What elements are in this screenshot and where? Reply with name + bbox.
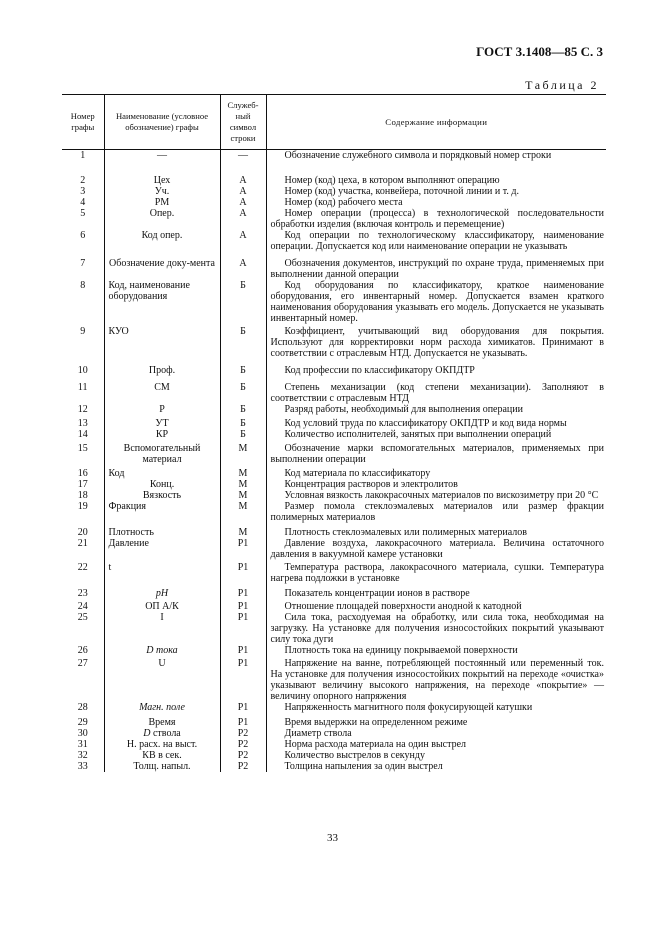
- row-number: 33: [77, 761, 88, 772]
- row-symbol: М: [220, 465, 266, 479]
- row-number: 31: [77, 739, 88, 750]
- row-content: Количество исполнителей, занятых при выполнении операций: [266, 429, 606, 440]
- row-symbol: М: [220, 501, 266, 523]
- row-name: t: [104, 560, 220, 584]
- row-name: РМ: [104, 197, 220, 208]
- row-number: 21: [77, 538, 88, 549]
- row-content: Код профессии по классификатору ОКПДТР: [266, 359, 606, 376]
- row-name: Код, наименование оборудования: [104, 280, 220, 324]
- table-row: [62, 150, 606, 162]
- row-content: Показатель концентрации ионов в растворе: [266, 584, 606, 599]
- table-row: [62, 404, 606, 415]
- row-name: КВ в сек.: [104, 750, 220, 761]
- row-content: Давление воздуха, лакокрасочного материала. Величина остаточного давления в вакуумной камере установки: [266, 538, 606, 560]
- row-name: КР: [104, 429, 220, 440]
- row-content: Количество выстрелов в секунду: [266, 750, 606, 761]
- row-number: 22: [77, 562, 88, 573]
- row-name: Цех: [104, 161, 220, 186]
- row-number: 10: [77, 365, 88, 376]
- row-number: 27: [77, 658, 88, 669]
- row-number: 17: [77, 479, 88, 490]
- row-number: 6: [80, 230, 86, 241]
- row-content: Номер (код) рабочего места: [266, 197, 606, 208]
- table-row: [62, 208, 606, 230]
- row-name: D тока: [104, 645, 220, 656]
- table-row: [62, 501, 606, 523]
- row-content: Плотность тока на единицу покрываемой поверхности: [266, 645, 606, 656]
- row-symbol: Р1: [220, 702, 266, 713]
- row-content: Код материала по классификатору: [266, 465, 606, 479]
- table-row: [62, 728, 606, 739]
- table-row: [62, 739, 606, 750]
- row-number: 26: [77, 645, 88, 656]
- row-name: Обозначение доку-мента: [104, 252, 220, 280]
- table-row: [62, 465, 606, 479]
- row-number: 28: [77, 702, 88, 713]
- row-content: Норма расхода материала на один выстрел: [266, 739, 606, 750]
- row-symbol: Р1: [220, 645, 266, 656]
- row-name: Плотность: [104, 523, 220, 538]
- row-number: 11: [77, 382, 88, 393]
- table-title: Таблица 2: [525, 78, 599, 92]
- row-symbol: А: [220, 186, 266, 197]
- table-row: [62, 359, 606, 376]
- row-number: 15: [77, 443, 88, 454]
- row-content: Обозначения документов, инструкций по охране труда, применяемых при выполнении данной операции: [266, 252, 606, 280]
- row-content: Код операции по технологическому классификатору, наименование операции. Допускается код или наименование операции не указывать: [266, 230, 606, 252]
- row-content: Концентрация растворов и электролитов: [266, 479, 606, 490]
- row-number: 20: [77, 527, 88, 538]
- table-row: [62, 415, 606, 429]
- row-name: Конц.: [104, 479, 220, 490]
- row-number: 18: [77, 490, 88, 501]
- row-symbol: Р1: [220, 599, 266, 612]
- table-row: [62, 584, 606, 599]
- row-symbol: Р2: [220, 739, 266, 750]
- row-symbol: Р2: [220, 728, 266, 739]
- row-name: Код опер.: [104, 230, 220, 252]
- table-row: [62, 280, 606, 324]
- table-row: [62, 750, 606, 761]
- row-name: КУО: [104, 324, 220, 359]
- row-name: СМ: [104, 376, 220, 404]
- row-symbol: Р2: [220, 761, 266, 772]
- row-number: 14: [77, 429, 88, 440]
- row-name: УТ: [104, 415, 220, 429]
- table-row: [62, 324, 606, 359]
- table-row: [62, 523, 606, 538]
- row-content: Температура раствора, лакокрасочного материала, сушки. Температура нагрева подложки в установке: [266, 560, 606, 584]
- row-content: Диаметр ствола: [266, 728, 606, 739]
- row-content: Степень механизации (код степени механизации). Заполняют в соответствии с отраслевым НТД: [266, 376, 606, 404]
- row-symbol: Б: [220, 324, 266, 359]
- table-row: [62, 599, 606, 612]
- row-content: Номер (код) участка, конвейера, поточной линии и т. д.: [266, 186, 606, 197]
- row-symbol: Р1: [220, 538, 266, 560]
- row-symbol: Б: [220, 359, 266, 376]
- row-symbol: Б: [220, 429, 266, 440]
- row-name: —: [104, 150, 220, 162]
- row-name: Толщ. напыл.: [104, 761, 220, 772]
- table-row: [62, 479, 606, 490]
- document-header: ГОСТ 3.1408—85 С. 3: [476, 44, 603, 59]
- row-symbol: М: [220, 479, 266, 490]
- row-symbol: А: [220, 252, 266, 280]
- row-name: Код: [104, 465, 220, 479]
- row-content: Номер (код) цеха, в котором выполняют операцию: [266, 161, 606, 186]
- row-content: Отношение площадей поверхности анодной к катодной: [266, 599, 606, 612]
- row-name: Н. расх. на выст.: [104, 739, 220, 750]
- row-content: Обозначение марки вспомогательных материалов, применяемых при выполнении операции: [266, 440, 606, 465]
- row-symbol: А: [220, 208, 266, 230]
- row-symbol: А: [220, 230, 266, 252]
- row-name: Вспомогательный материал: [104, 440, 220, 465]
- row-content: Условная вязкость лакокрасочных материалов по вискозиметру при 20 °С: [266, 490, 606, 501]
- row-content: Код условий труда по классификатору ОКПДТР и код вида нормы: [266, 415, 606, 429]
- row-symbol: —: [220, 150, 266, 162]
- row-symbol: Б: [220, 280, 266, 324]
- table-row: [62, 612, 606, 645]
- table-row: [62, 713, 606, 728]
- row-content: Время выдержки на определенном режиме: [266, 713, 606, 728]
- row-number: 5: [80, 208, 86, 219]
- table-row: [62, 538, 606, 560]
- row-name: Давление: [104, 538, 220, 560]
- row-number: 12: [77, 404, 88, 415]
- row-symbol: М: [220, 440, 266, 465]
- row-symbol: А: [220, 197, 266, 208]
- row-symbol: М: [220, 523, 266, 538]
- table-row: [62, 440, 606, 465]
- row-number: 1: [80, 150, 86, 161]
- row-name: Р: [104, 404, 220, 415]
- row-name: рН: [104, 584, 220, 599]
- row-content: Код оборудования по классификатору, краткое наименование оборудования, его инвентарный номер. Допускается взамен краткого наименования оборудования указывать его модель. Допускается не указывать инвентарный номер.: [266, 280, 606, 324]
- row-symbol: М: [220, 490, 266, 501]
- row-number: 32: [77, 750, 88, 761]
- row-number: 29: [77, 717, 88, 728]
- row-number: 7: [80, 258, 86, 269]
- table-row: [62, 252, 606, 280]
- row-number: 13: [77, 418, 88, 429]
- row-symbol: Р1: [220, 656, 266, 702]
- row-number: 24: [77, 601, 88, 612]
- row-name: Время: [104, 713, 220, 728]
- row-symbol: Р1: [220, 713, 266, 728]
- column-header-num: Номер графы: [62, 95, 104, 150]
- row-content: Номер операции (процесса) в технологической последовательности обработки изделия (включая контроль и перемещение): [266, 208, 606, 230]
- row-content: Размер помола стеклоэмалевых материалов или размер фракции полимерных материалов: [266, 501, 606, 523]
- table-row: [62, 560, 606, 584]
- row-number: 2: [80, 175, 86, 186]
- row-symbol: Р1: [220, 560, 266, 584]
- row-name: I: [104, 612, 220, 645]
- row-number: 3: [80, 186, 86, 197]
- row-number: 19: [77, 501, 88, 512]
- table-row: [62, 702, 606, 713]
- row-content: Коэффициент, учитывающий вид оборудования для покрытия. Используют для корректировки норм расхода химикатов. Принимают в соответствии с отраслевым НТД. Допускается не указывать.: [266, 324, 606, 359]
- row-symbol: Б: [220, 415, 266, 429]
- row-name: Проф.: [104, 359, 220, 376]
- row-name: Вязкость: [104, 490, 220, 501]
- row-number: 25: [77, 612, 88, 623]
- column-header-symbol: Служеб-ный символ строки: [220, 95, 266, 150]
- row-content: Плотность стеклоэмалевых или полимерных материалов: [266, 523, 606, 538]
- row-symbol: Р2: [220, 750, 266, 761]
- row-symbol: Р1: [220, 584, 266, 599]
- table-row: [62, 161, 606, 186]
- table-row: [62, 645, 606, 656]
- row-symbol: Б: [220, 404, 266, 415]
- table-row: [62, 656, 606, 702]
- row-name: Уч.: [104, 186, 220, 197]
- table-row: [62, 761, 606, 772]
- row-content: Сила тока, расходуемая на обработку, или сила тока, необходимая на загрузку. На установке для получения износостойких покрытий указывают силу тока дуги: [266, 612, 606, 645]
- table-row: [62, 376, 606, 404]
- row-content: Напряжение на ванне, потребляющей постоянный или переменный ток. На установке для получения износостойких покрытий на переходе «очистка» указывают величину высокого напряжения, на переходе «покрытие» — величину опорного напряжения: [266, 656, 606, 702]
- row-number: 23: [77, 588, 88, 599]
- row-name: Опер.: [104, 208, 220, 230]
- row-content: Толщина напыления за один выстрел: [266, 761, 606, 772]
- row-name: Магн. поле: [104, 702, 220, 713]
- data-table: [62, 94, 606, 772]
- row-number: 4: [80, 197, 86, 208]
- table-body: [62, 150, 606, 773]
- row-number: 9: [80, 326, 86, 337]
- column-header-name: Наименование (условное обозначение) графы: [104, 95, 220, 150]
- table-row: [62, 197, 606, 208]
- row-symbol: Б: [220, 376, 266, 404]
- row-name: D ствола: [104, 728, 220, 739]
- row-name: Фракция: [104, 501, 220, 523]
- table-header-row: [62, 95, 606, 150]
- row-content: Разряд работы, необходимый для выполнения операции: [266, 404, 606, 415]
- row-symbol: Р1: [220, 612, 266, 645]
- row-name: U: [104, 656, 220, 702]
- table-row: [62, 230, 606, 252]
- row-number: 16: [77, 468, 88, 479]
- column-header-content: Содержание информации: [266, 95, 606, 150]
- table-row: [62, 429, 606, 440]
- table-row: [62, 490, 606, 501]
- table-row: [62, 186, 606, 197]
- row-number: 8: [80, 280, 86, 291]
- row-content: Обозначение служебного символа и порядковый номер строки: [266, 150, 606, 162]
- row-name: ОП А/К: [104, 599, 220, 612]
- row-number: 30: [77, 728, 88, 739]
- row-symbol: А: [220, 161, 266, 186]
- page-number: 33: [327, 832, 338, 844]
- row-content: Напряженность магнитного поля фокусирующей катушки: [266, 702, 606, 713]
